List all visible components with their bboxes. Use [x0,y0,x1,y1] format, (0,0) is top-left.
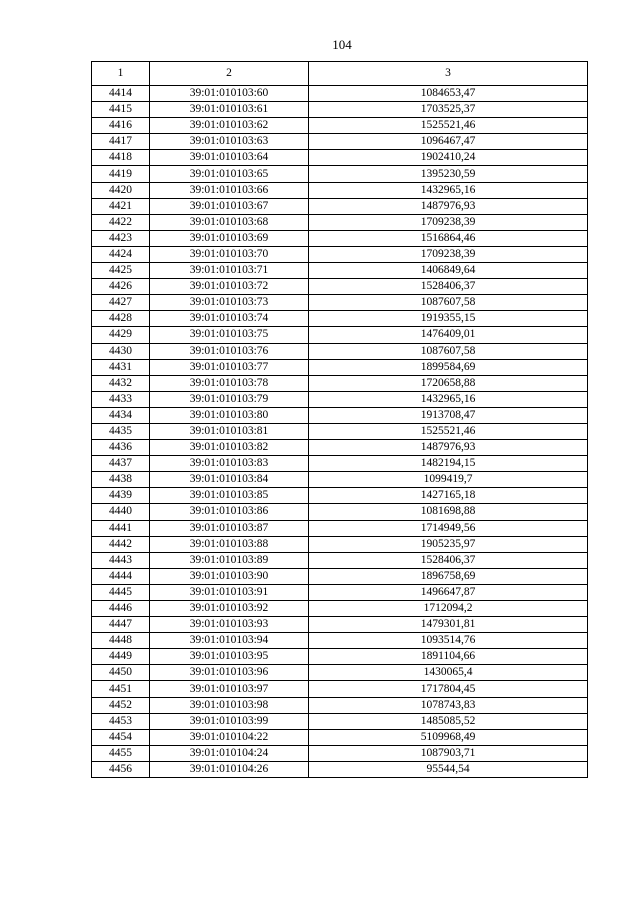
value-cell: 1093514,76 [309,633,588,649]
value-cell: 1099419,7 [309,472,588,488]
row-number-cell: 4445 [92,584,150,600]
cadastral-number-cell: 39:01:010103:82 [150,440,309,456]
value-cell: 1919355,15 [309,311,588,327]
row-number-cell: 4436 [92,440,150,456]
row-number-cell: 4417 [92,134,150,150]
cadastral-number-cell: 39:01:010103:63 [150,134,309,150]
row-number-cell: 4425 [92,263,150,279]
cadastral-number-cell: 39:01:010103:77 [150,359,309,375]
table-row [92,440,588,456]
table-row [92,343,588,359]
cadastral-number-cell: 39:01:010103:81 [150,423,309,439]
row-number-cell: 4451 [92,681,150,697]
row-number-cell: 4441 [92,520,150,536]
cadastral-number-cell: 39:01:010103:80 [150,407,309,423]
cadastral-number-cell: 39:01:010103:65 [150,166,309,182]
row-number-cell: 4429 [92,327,150,343]
row-number-cell: 4414 [92,86,150,102]
row-number-cell: 4439 [92,488,150,504]
row-number-cell: 4420 [92,182,150,198]
table-row [92,246,588,262]
value-cell: 1430065,4 [309,665,588,681]
row-number-cell: 4419 [92,166,150,182]
row-number-cell: 4438 [92,472,150,488]
value-cell: 1913708,47 [309,407,588,423]
table-row [92,150,588,166]
table-row [92,214,588,230]
table-row [92,552,588,568]
row-number-cell: 4426 [92,279,150,295]
value-cell: 1087607,58 [309,295,588,311]
value-cell: 1395230,59 [309,166,588,182]
row-number-cell: 4444 [92,568,150,584]
table-row [92,182,588,198]
cadastral-number-cell: 39:01:010103:86 [150,504,309,520]
value-cell: 1081698,88 [309,504,588,520]
row-number-cell: 4450 [92,665,150,681]
value-cell: 1902410,24 [309,150,588,166]
table-row [92,488,588,504]
value-cell: 1087607,58 [309,343,588,359]
table-body [92,86,588,778]
value-cell: 1703525,37 [309,102,588,118]
value-cell: 5109968,49 [309,729,588,745]
cadastral-number-cell: 39:01:010103:69 [150,230,309,246]
table-header [92,62,588,86]
value-cell: 1525521,46 [309,423,588,439]
table-row [92,407,588,423]
table-row [92,617,588,633]
value-cell: 1525521,46 [309,118,588,134]
cadastral-number-cell: 39:01:010103:91 [150,584,309,600]
header-cell-col3: 3 [309,62,588,86]
cadastral-number-cell: 39:01:010104:26 [150,761,309,777]
row-number-cell: 4427 [92,295,150,311]
value-cell: 1432965,16 [309,182,588,198]
row-number-cell: 4416 [92,118,150,134]
row-number-cell: 4448 [92,633,150,649]
table-row [92,295,588,311]
table-row [92,520,588,536]
cadastral-number-cell: 39:01:010103:66 [150,182,309,198]
table-row [92,423,588,439]
value-cell: 1709238,39 [309,246,588,262]
cadastral-number-cell: 39:01:010104:22 [150,729,309,745]
row-number-cell: 4428 [92,311,150,327]
row-number-cell: 4432 [92,375,150,391]
page-number: 104 [332,37,352,52]
row-number-cell: 4453 [92,713,150,729]
table-row [92,198,588,214]
cadastral-number-cell: 39:01:010103:90 [150,568,309,584]
table-row [92,118,588,134]
cadastral-number-cell: 39:01:010103:76 [150,343,309,359]
cadastral-number-cell: 39:01:010103:89 [150,552,309,568]
value-cell: 1899584,69 [309,359,588,375]
value-cell: 1087903,71 [309,745,588,761]
row-number-cell: 4447 [92,617,150,633]
cadastral-number-cell: 39:01:010103:99 [150,713,309,729]
value-cell: 1406849,64 [309,263,588,279]
row-number-cell: 4442 [92,536,150,552]
table-row [92,713,588,729]
cadastral-number-cell: 39:01:010103:72 [150,279,309,295]
row-number-cell: 4455 [92,745,150,761]
row-number-cell: 4449 [92,649,150,665]
table-row [92,729,588,745]
cadastral-number-cell: 39:01:010103:75 [150,327,309,343]
cadastral-number-cell: 39:01:010103:93 [150,617,309,633]
table-row [92,649,588,665]
value-cell: 95544,54 [309,761,588,777]
value-cell: 1476409,01 [309,327,588,343]
table-row [92,456,588,472]
row-number-cell: 4452 [92,697,150,713]
row-number-cell: 4435 [92,423,150,439]
cadastral-number-cell: 39:01:010103:95 [150,649,309,665]
row-number-cell: 4437 [92,456,150,472]
cadastral-number-cell: 39:01:010103:73 [150,295,309,311]
cadastral-number-cell: 39:01:010103:87 [150,520,309,536]
row-number-cell: 4446 [92,601,150,617]
cadastral-number-cell: 39:01:010103:62 [150,118,309,134]
table-row [92,134,588,150]
cadastral-number-cell: 39:01:010103:97 [150,681,309,697]
cadastral-number-cell: 39:01:010104:24 [150,745,309,761]
value-cell: 1432965,16 [309,391,588,407]
cadastral-number-cell: 39:01:010103:92 [150,601,309,617]
table-row [92,504,588,520]
cadastral-number-cell: 39:01:010103:78 [150,375,309,391]
table-row [92,681,588,697]
table-row [92,584,588,600]
value-cell: 1496647,87 [309,584,588,600]
table-row [92,745,588,761]
table-row [92,391,588,407]
value-cell: 1487976,93 [309,440,588,456]
value-cell: 1078743,83 [309,697,588,713]
table-row [92,697,588,713]
table-row [92,568,588,584]
value-cell: 1482194,15 [309,456,588,472]
value-cell: 1096467,47 [309,134,588,150]
table-row [92,279,588,295]
row-number-cell: 4433 [92,391,150,407]
cadastral-number-cell: 39:01:010103:83 [150,456,309,472]
table-row [92,472,588,488]
table-row [92,375,588,391]
table-row [92,327,588,343]
value-cell: 1905235,97 [309,536,588,552]
table-row [92,230,588,246]
value-cell: 1720658,88 [309,375,588,391]
cadastral-number-cell: 39:01:010103:67 [150,198,309,214]
cadastral-number-cell: 39:01:010103:98 [150,697,309,713]
cadastral-number-cell: 39:01:010103:61 [150,102,309,118]
cadastral-number-cell: 39:01:010103:71 [150,263,309,279]
cadastral-number-cell: 39:01:010103:64 [150,150,309,166]
cadastral-number-cell: 39:01:010103:85 [150,488,309,504]
row-number-cell: 4431 [92,359,150,375]
row-number-cell: 4430 [92,343,150,359]
row-number-cell: 4422 [92,214,150,230]
header-cell-col2: 2 [150,62,309,86]
table-row [92,311,588,327]
cadastral-number-cell: 39:01:010103:79 [150,391,309,407]
value-cell: 1528406,37 [309,552,588,568]
row-number-cell: 4423 [92,230,150,246]
table-row [92,263,588,279]
cadastral-number-cell: 39:01:010103:68 [150,214,309,230]
cadastral-number-cell: 39:01:010103:94 [150,633,309,649]
value-cell: 1487976,93 [309,198,588,214]
cadastral-number-cell: 39:01:010103:88 [150,536,309,552]
value-cell: 1516864,46 [309,230,588,246]
table-row [92,665,588,681]
table-row [92,536,588,552]
row-number-cell: 4456 [92,761,150,777]
header-cell-col1: 1 [92,62,150,86]
table-row [92,761,588,777]
table-row [92,102,588,118]
value-cell: 1891104,66 [309,649,588,665]
value-cell: 1485085,52 [309,713,588,729]
header-row [92,62,588,86]
value-cell: 1896758,69 [309,568,588,584]
table-row [92,359,588,375]
value-cell: 1528406,37 [309,279,588,295]
cadastral-number-cell: 39:01:010103:70 [150,246,309,262]
table-row [92,633,588,649]
row-number-cell: 4424 [92,246,150,262]
value-cell: 1717804,45 [309,681,588,697]
row-number-cell: 4443 [92,552,150,568]
value-cell: 1427165,18 [309,488,588,504]
cadastral-number-cell: 39:01:010103:74 [150,311,309,327]
cadastral-number-cell: 39:01:010103:84 [150,472,309,488]
value-cell: 1084653,47 [309,86,588,102]
row-number-cell: 4454 [92,729,150,745]
cadastral-number-cell: 39:01:010103:60 [150,86,309,102]
row-number-cell: 4434 [92,407,150,423]
row-number-cell: 4421 [92,198,150,214]
cadastral-number-cell: 39:01:010103:96 [150,665,309,681]
table-row [92,166,588,182]
table-row [92,86,588,102]
row-number-cell: 4418 [92,150,150,166]
data-table [91,61,588,778]
table-row [92,601,588,617]
value-cell: 1714949,56 [309,520,588,536]
row-number-cell: 4415 [92,102,150,118]
value-cell: 1709238,39 [309,214,588,230]
row-number-cell: 4440 [92,504,150,520]
value-cell: 1479301,81 [309,617,588,633]
value-cell: 1712094,2 [309,601,588,617]
